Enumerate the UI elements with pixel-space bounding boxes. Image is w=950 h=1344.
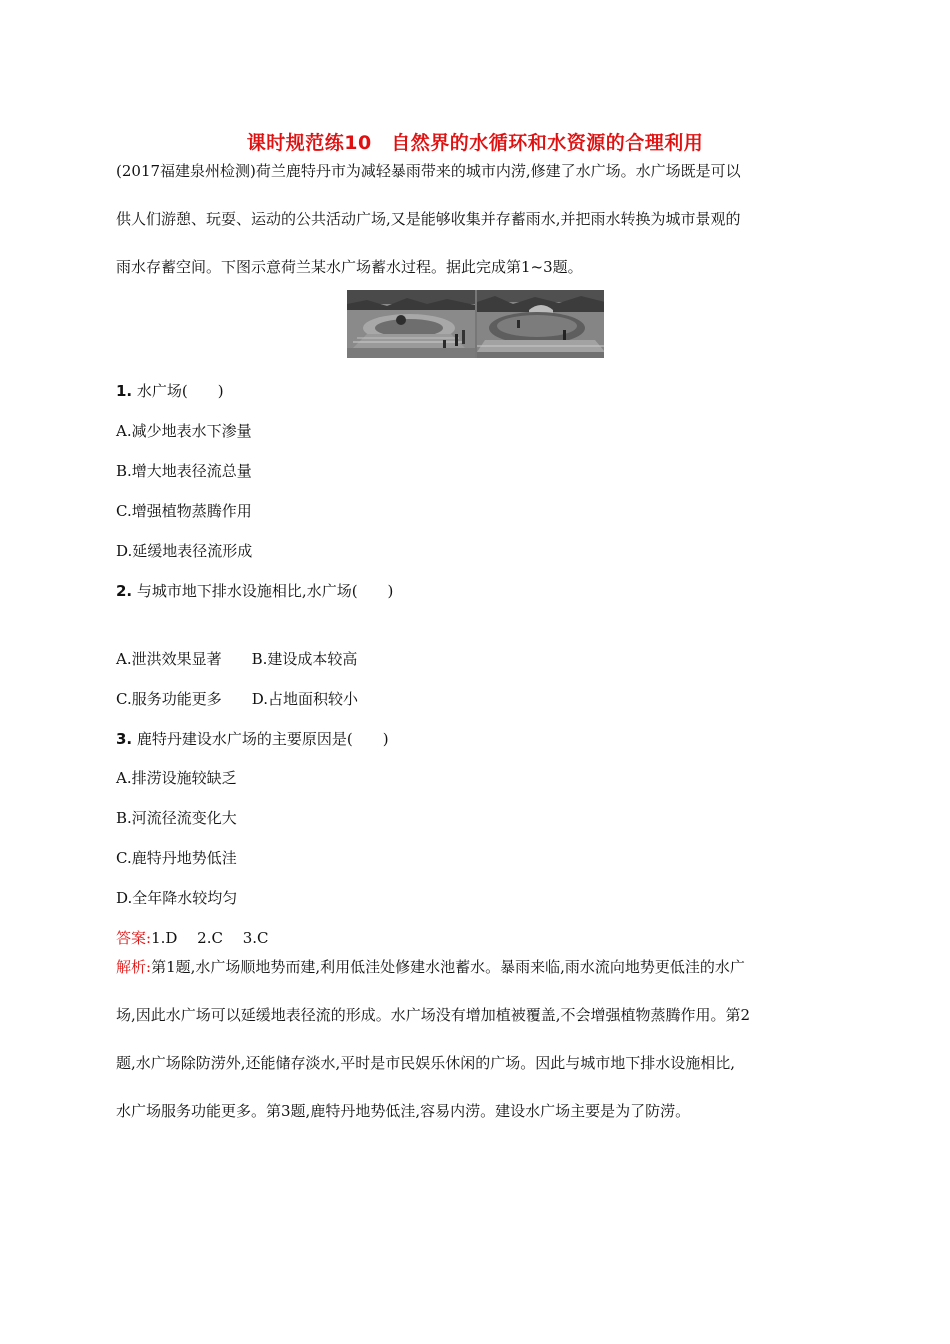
analysis-line: 解析:第1题,水广场顺地势而建,利用低洼处修建水池蓄水。暴雨来临,雨水流向地势更低洼的水广 xyxy=(116,958,745,976)
question-3-option-a: A.排涝设施较缺乏 xyxy=(116,769,237,787)
question-2-option-b: B.建设成本较高 xyxy=(251,650,358,668)
question-1 xyxy=(116,380,224,401)
question-2-options-row-1 xyxy=(116,648,357,669)
analysis-line: 水广场服务功能更多。第3题,鹿特丹地势低洼,容易内涝。建设水广场主要是为了防涝。 xyxy=(116,1102,691,1120)
intro-line: 供人们游憩、玩耍、运动的公共活动广场,又是能够收集并存蓄雨水,并把雨水转换为城市景观的 xyxy=(116,210,741,228)
question-2 xyxy=(116,580,393,601)
analysis-line: 题,水广场除防涝外,还能储存淡水,平时是市民娱乐休闲的广场。因此与城市地下排水设施相比, xyxy=(116,1054,736,1072)
intro-line: 雨水存蓄空间。下图示意荷兰某水广场蓄水过程。据此完成第1~3题。 xyxy=(116,258,583,276)
water-square-photo-right xyxy=(477,290,605,358)
question-number: 3. xyxy=(116,730,133,748)
water-square-photo xyxy=(347,290,604,358)
question-1-option-a: A.减少地表水下渗量 xyxy=(116,422,252,440)
question-number: 2. xyxy=(116,582,133,600)
analysis-line: 场,因此水广场可以延缓地表径流的形成。水广场没有增加植被覆盖,不会增强植物蒸腾作用。第2 xyxy=(116,1006,751,1024)
question-1-option-c: C.增强植物蒸腾作用 xyxy=(116,502,252,520)
question-3 xyxy=(116,728,389,749)
answer-text: 1.D 2.C 3.C xyxy=(151,929,269,947)
question-stem: 与城市地下排水设施相比,水广场( ) xyxy=(136,582,394,600)
question-3-option-d: D.全年降水较均匀 xyxy=(116,889,238,907)
question-2-option-d: D.占地面积较小 xyxy=(251,690,358,708)
question-stem: 水广场( ) xyxy=(136,382,224,400)
intro-line: (2017福建泉州检测)荷兰鹿特丹市为减轻暴雨带来的城市内涝,修建了水广场。水广场既是可以 xyxy=(116,162,741,180)
question-2-option-a: A.泄洪效果显著 xyxy=(116,650,222,668)
answer-label: 答案: xyxy=(116,929,152,947)
intro-paragraph xyxy=(116,147,836,291)
question-2-option-c: C.服务功能更多 xyxy=(116,690,222,708)
question-1-option-d: D.延缓地表径流形成 xyxy=(116,542,253,560)
question-2-options-row-2 xyxy=(116,688,358,709)
question-3-option-c: C.鹿特丹地势低洼 xyxy=(116,849,237,867)
page-title: 课时规范练10 自然界的水循环和水资源的合理利用 xyxy=(246,132,704,154)
analysis-label: 解析: xyxy=(116,958,152,976)
question-3-option-b: B.河流径流变化大 xyxy=(116,809,237,827)
question-number: 1. xyxy=(116,382,133,400)
water-square-photo-left xyxy=(347,290,475,358)
question-stem: 鹿特丹建设水广场的主要原因是( ) xyxy=(136,730,389,748)
question-1-option-b: B.增大地表径流总量 xyxy=(116,462,252,480)
analysis-paragraph xyxy=(116,943,836,1135)
